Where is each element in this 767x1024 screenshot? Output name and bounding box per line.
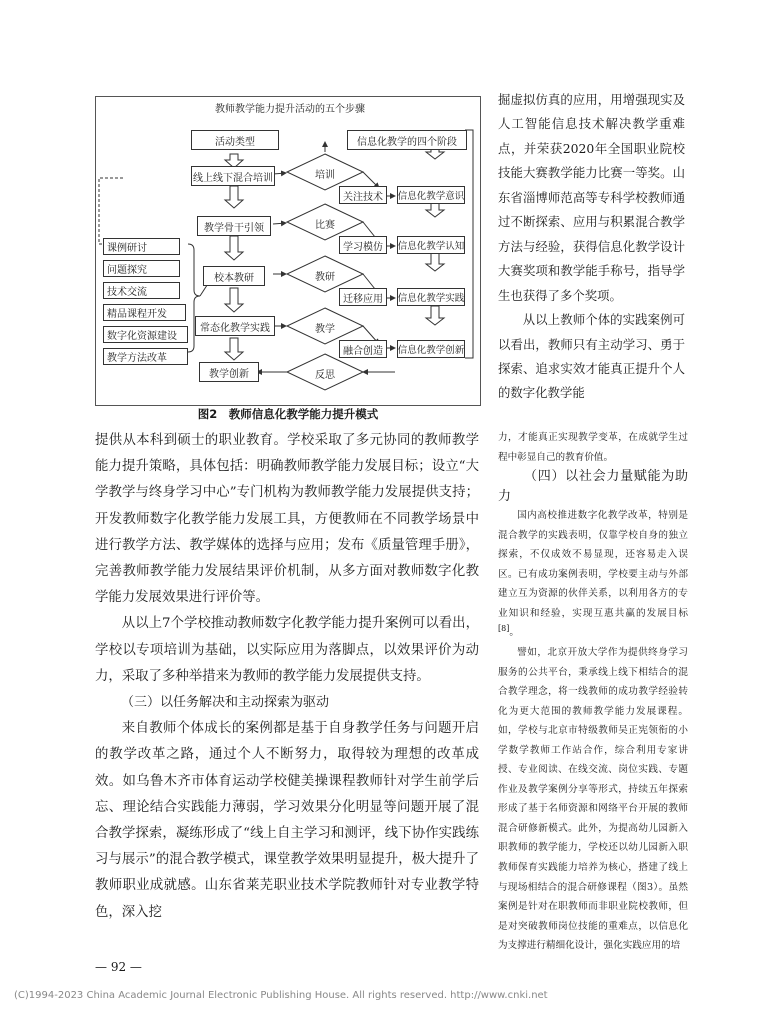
section-heading: （三）以任务解决和主动探索为驱动	[121, 695, 330, 711]
diamond-label: 教研	[315, 271, 335, 283]
stage-box: 信息化教学认知	[397, 236, 465, 254]
copyright-footer: (C)1994-2023 China Academic Journal Electronic Publishing House. All rights reserved. http://www.cnki.net	[14, 990, 548, 1001]
figure-title: 教师教学能力提升活动的五个步骤	[215, 103, 365, 115]
paragraph: 力，才能真正实现教学变革，在成就学生过程中彰显自己的教育价值。	[498, 432, 688, 463]
page-number: — 92 —	[95, 960, 142, 974]
paragraph: 提供从本科到硕士的职业教育。学校采取了多元协同的教师教学能力提升策略，具体包括：明确教师教学能力发展目标；设立“大学教学与终身学习中心”专门机构为教师教学能力发展提供支持；开发教师数字化教学能力发展工具，方便教师在不同教学场景中进行教学方法、教学媒体的选择与应用；发布《质量管理手册》，完善教师教学能力发展结果评价机制，从多方面对教师数字化教学能力发展效果进行评价等。	[95, 433, 479, 606]
activity-box: 线上线下混合培训	[191, 166, 275, 186]
side-item: 课例研讨	[103, 238, 180, 255]
stage-box: 信息化教学意识	[397, 186, 465, 204]
method-box: 迁移应用	[339, 288, 387, 306]
paragraph-text: 国内高校推进数字化教学改革，特别是混合教学的实践表明，仅靠学校自身的独立探索，不仅成效不易显现，还容易走入误区。已有成功案例表明，学校要主动与外部建立互为资源的伙伴关系，以利用各方的专业知识和经验，实现互惠共赢的发展目标	[498, 510, 688, 619]
side-item: 教学方法改革	[103, 348, 188, 365]
side-item: 精品课程开发	[103, 304, 186, 321]
side-item: 数字化资源建设	[103, 326, 188, 343]
figure-caption: 图2 教师信息化教学能力提升模式	[197, 407, 379, 421]
paragraph: 来自教师个体成长的案例都是基于自身教学任务与问题开启的教学改革之路，通过个人不断努力，取得较为理想的改革成效。如乌鲁木齐市体育运动学校健美操课程教师针对学生前学后忘、理论结合实践能力薄弱，学习效果分化明显等问题开展了混合教学探索，凝练形成了“线上自主学习和测评，线下协作实践练习与展示”的混合教学模式，课堂教学效果明显提升，极大提升了教师职业成就感。山东省莱芜职业技术学院教师针对专业教学特色，深入挖	[95, 721, 479, 920]
paragraph: 譬如，北京开放大学作为提供终身学习服务的公共平台，秉承线上线下相结合的混合教学理念，将一线教师的成功教学经验转化为更大范围的教师教学能力发展课程。如，学校与北京市特级教师吴正宪领衔的小学数学教师工作站合作，综合利用专家讲授、专业阅读、在线交流、岗位实践、专题作业及教学案例分享等形式，持续五年探索形成了基于名师资源和网络平台开展的教师混合研修新模式。此外，为提高幼儿园新入职教师的教学能力，学校还以幼儿园新入职教师保育实践能力培养为核心，搭建了线上与现场相结合的混合研修课程（图3）。虽然案例是针对在职教师而非职业院校教师，但是对突破教师岗位技能的重难点，以信息化为支撑进行精细化设计，强化实践应用的培	[498, 647, 688, 952]
citation-ref[interactable]: [8]	[498, 624, 510, 634]
stage-box: 信息化教学创新	[397, 340, 465, 358]
paragraph: 掘虚拟仿真的应用，用增强现实及人工智能信息技术解决教学重难点，并荣获2020年全国职业院校技能大赛教学能力比赛一等奖。山东省淄博师范高等专科学校教师通过不断探索、应用与积累混合教学方法与经验，获得信息化教学设计大赛奖项和教学能手称号，指导学生也获得了多个奖项。	[498, 92, 685, 303]
section-heading: （四）以社会力量赋能为助力	[498, 469, 688, 504]
diamond-label: 反思	[315, 369, 335, 381]
paragraph-end: 。	[509, 627, 519, 639]
method-box: 融合创造	[339, 340, 387, 358]
diamond-label: 比赛	[315, 219, 335, 231]
paragraph: 从以上7个学校推动教师数字化教学能力提升案例可以看出，学校以专项培训为基础，以实际应用为落脚点，以效果评价为动力，采取了多种举措来为教师的教学能力发展提供支持。	[95, 616, 479, 684]
activity-box: 常态化教学实践	[195, 316, 275, 336]
diamond-label: 教学	[315, 323, 335, 335]
method-box: 关注技术	[339, 186, 387, 204]
left-column	[95, 428, 479, 926]
right-top-text-block	[498, 88, 685, 406]
header-activity-type: 活动类型	[191, 130, 279, 150]
paragraph	[498, 506, 688, 643]
method-box: 学习模仿	[339, 236, 387, 254]
right-column	[498, 428, 688, 956]
activity-box: 校本教研	[203, 266, 265, 286]
side-item: 问题探究	[103, 260, 180, 277]
activity-box: 教学创新	[199, 362, 259, 382]
activity-box: 教学骨干引领	[197, 216, 271, 236]
paragraph: 从以上教师个体的实践案例可以看出，教师只有主动学习、勇于探索、追求实效才能真正提升个人的数字化教学能	[498, 312, 685, 401]
diamond-label: 培训	[315, 169, 335, 181]
figure-2	[95, 96, 481, 416]
header-four-stages: 信息化教学的四个阶段	[347, 130, 467, 150]
side-item: 技术交流	[103, 282, 180, 299]
stage-box: 信息化教学实践	[397, 288, 465, 306]
